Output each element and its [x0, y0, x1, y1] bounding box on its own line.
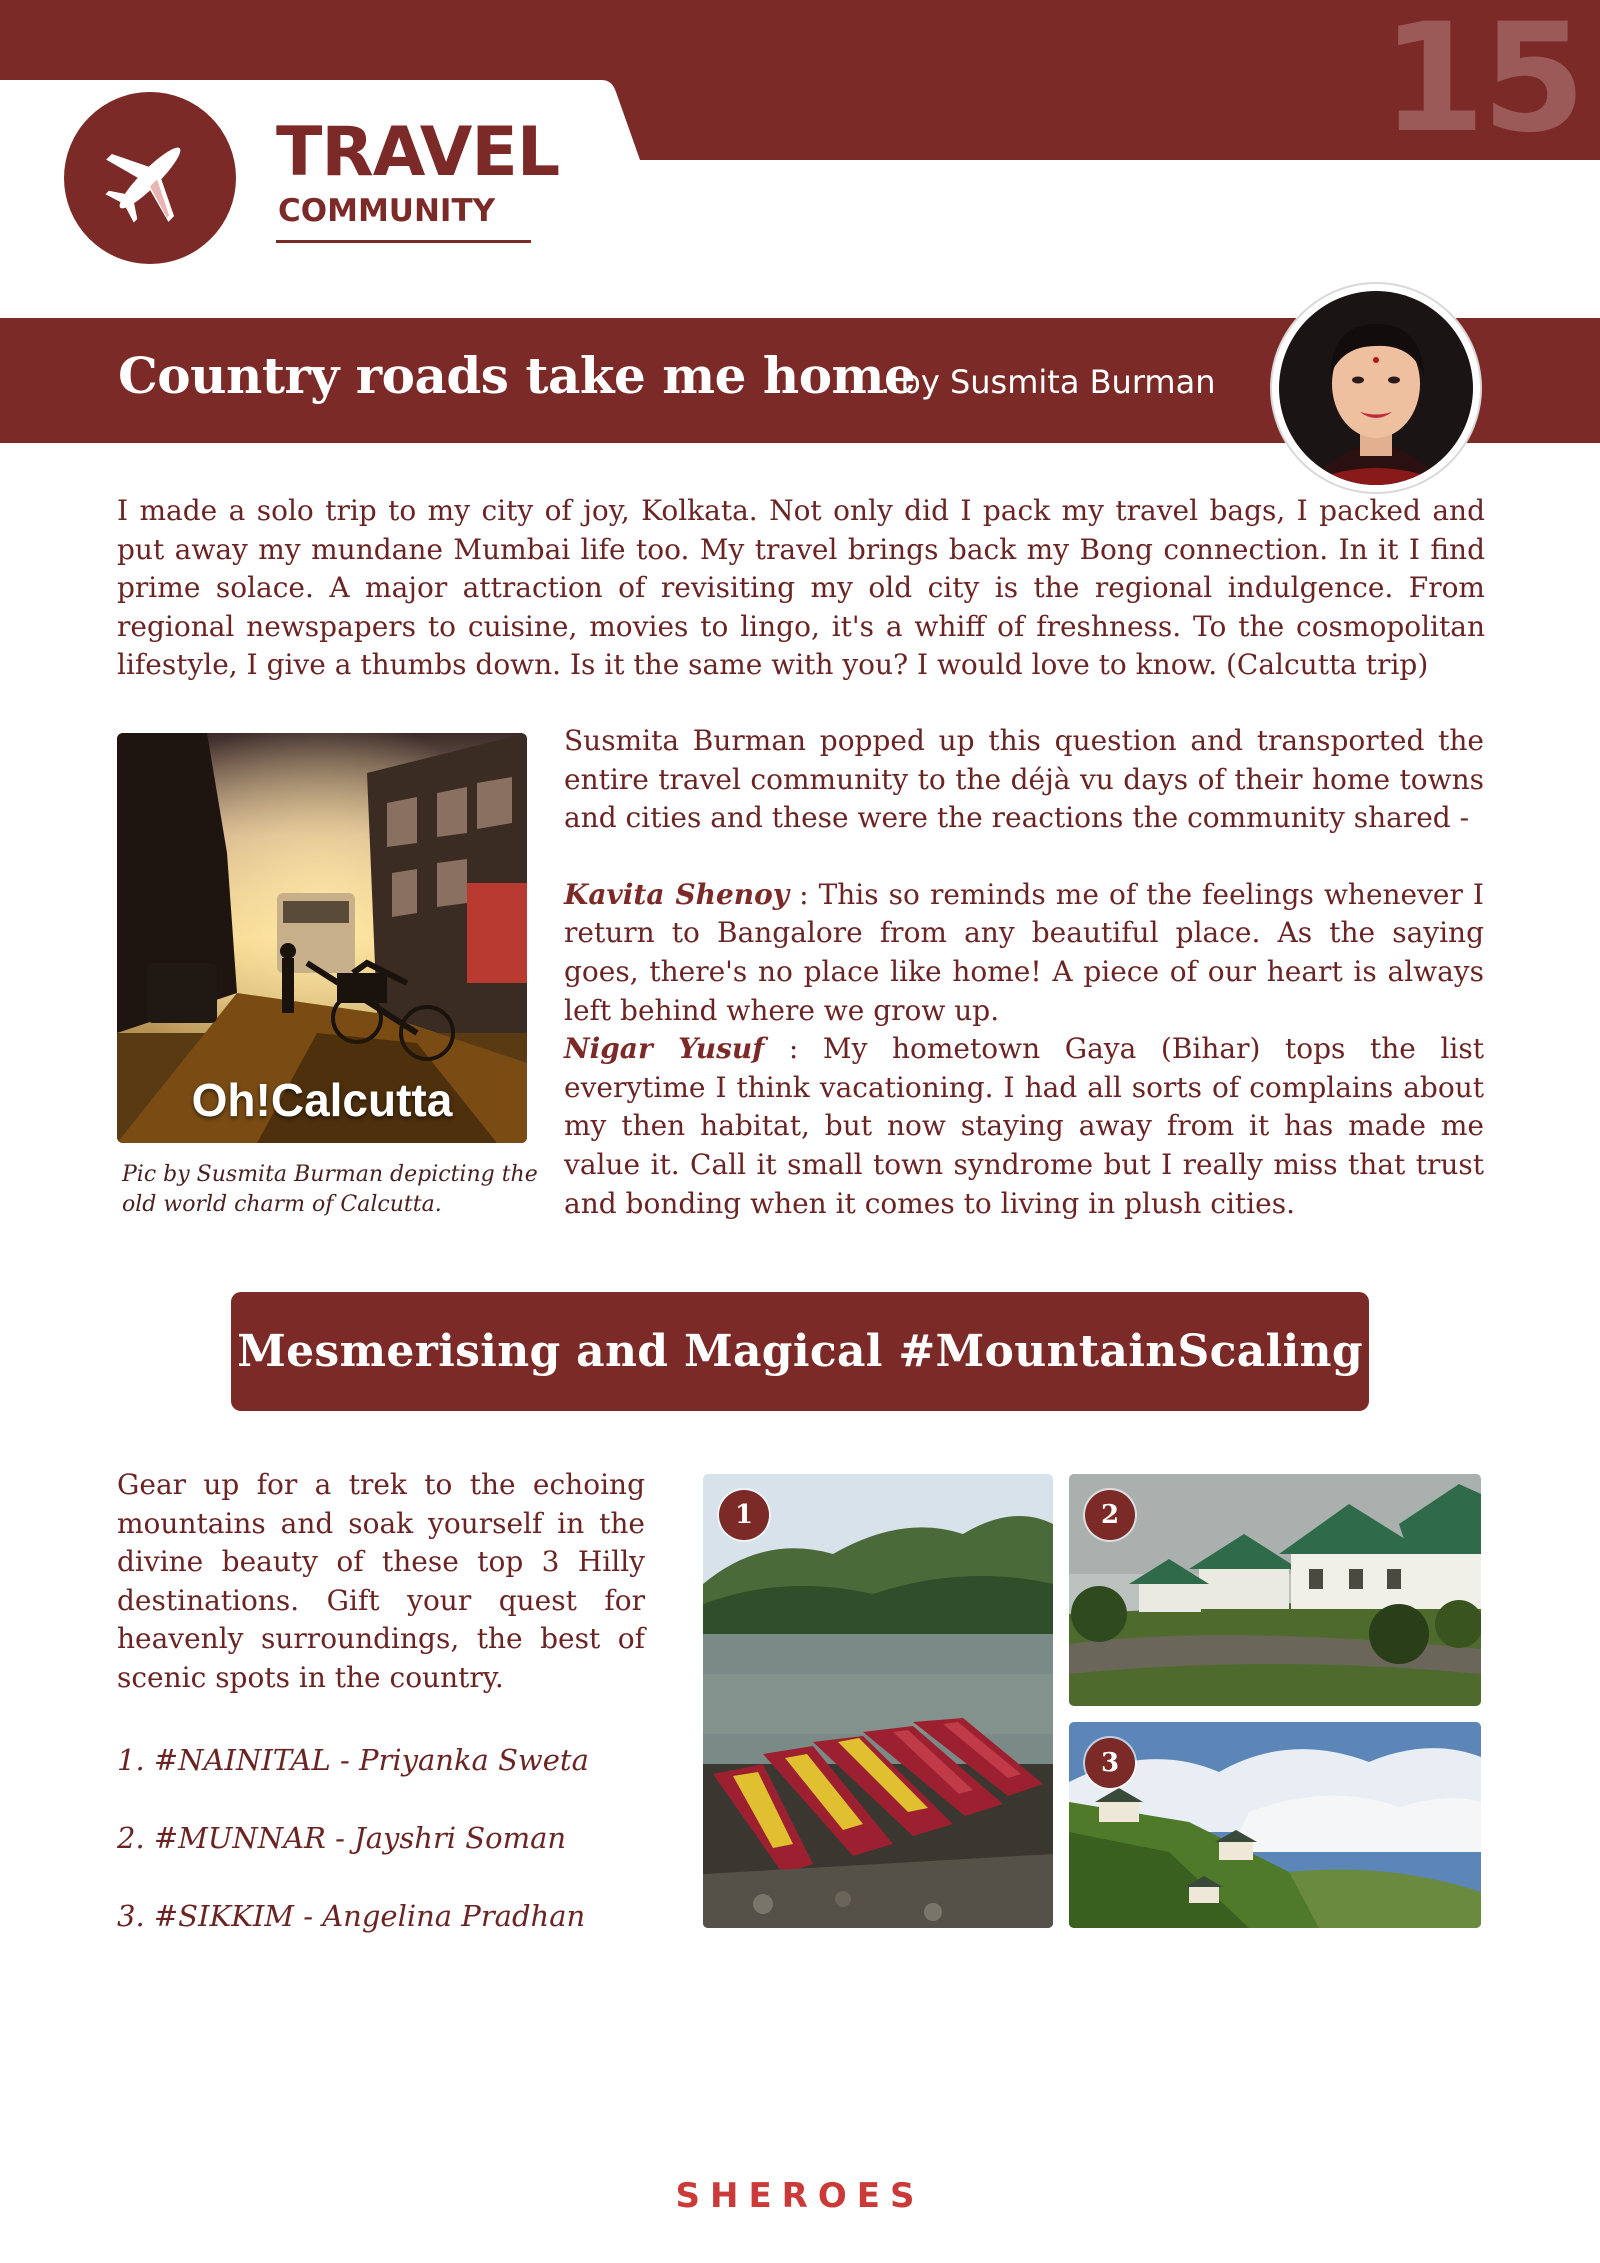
trek-list-item: 3. #SIKKIM - Angelina Pradhan [117, 1899, 586, 1933]
brand-underline [276, 240, 531, 243]
section-heading-bar [231, 1292, 1369, 1411]
photo-badge: 1 [719, 1490, 769, 1540]
nainital-photo [703, 1474, 1053, 1928]
brand-subtitle: COMMUNITY [278, 193, 496, 229]
trek-list-item: 1. #NAINITAL - Priyanka Sweta [117, 1743, 589, 1777]
reaction-text: : My hometown Gaya (Bihar) tops the list everytime I think vacationing. I had all sorts of complains about my then habitat, but now staying away from it has made me value it. Call it small town syndrome but I really miss that trust and bonding when it comes to living in plush cities. [564, 1032, 1485, 1220]
airplane-icon [100, 128, 200, 228]
sikkim-photo [1069, 1722, 1481, 1928]
photo-badge: 3 [1085, 1738, 1135, 1788]
reactions-lead: Susmita Burman popped up this question and transported the entire travel community to the déjà vu days of their home towns and cities and these were the reactions the community shared - [564, 724, 1484, 835]
photo-badge: 2 [1085, 1490, 1135, 1540]
article-title: Country roads take me home [118, 346, 916, 405]
section-title: Mesmerising and Magical #MountainScaling [237, 1325, 1363, 1377]
reactor-name: Nigar Yusuf [564, 1032, 765, 1066]
author-photo [1272, 284, 1480, 492]
reaction-item [564, 876, 1484, 1030]
author-avatar [1272, 284, 1480, 492]
community-reactions [564, 722, 1484, 1223]
munnar-photo [1069, 1474, 1481, 1706]
footer-brand: SHEROES [675, 2176, 925, 2216]
treks-intro: Gear up for a trek to the echoing mountains and soak yourself in the divine beauty of these top 3 Hilly destinations. Gift your quest for heavenly surroundings, the best of scenic spots in the country. [117, 1468, 645, 1694]
reaction-item [564, 1030, 1484, 1223]
travel-logo [64, 92, 236, 264]
page-number: 15 [1381, 0, 1582, 166]
article-byline: ...by Susmita Burman [870, 363, 1216, 401]
trek-list-item: 2. #MUNNAR - Jayshri Soman [117, 1821, 567, 1855]
reactor-name: Kavita Shenoy [564, 877, 790, 911]
calcutta-photo [117, 733, 527, 1143]
brand-title: TRAVEL [276, 113, 560, 192]
calcutta-photo-label: Oh!Calcutta [191, 1074, 453, 1126]
article-intro: I made a solo trip to my city of joy, Kolkata. Not only did I pack my travel bags, I packed and put away my mundane Mumbai life too. My travel brings back my Bong connection. In it I find prime solace. A major attraction of revisiting my old city is the regional indulgence. From regional newspapers to cuisine, movies to lingo, it's a whiff of freshness. To the cosmopolitan lifestyle, I give a thumbs down. Is it the same with you? I would love to know. (Calcutta trip) [117, 494, 1485, 682]
reaction-text: : This so reminds me of the feelings whenever I return to Bangalore from any beautiful place. As the saying goes, there's no place like home! A piece of our heart is always left behind where we grow up. [564, 877, 1484, 1027]
photo-caption: Pic by Susmita Burman depicting the old world charm of Calcutta. [122, 1162, 538, 1217]
